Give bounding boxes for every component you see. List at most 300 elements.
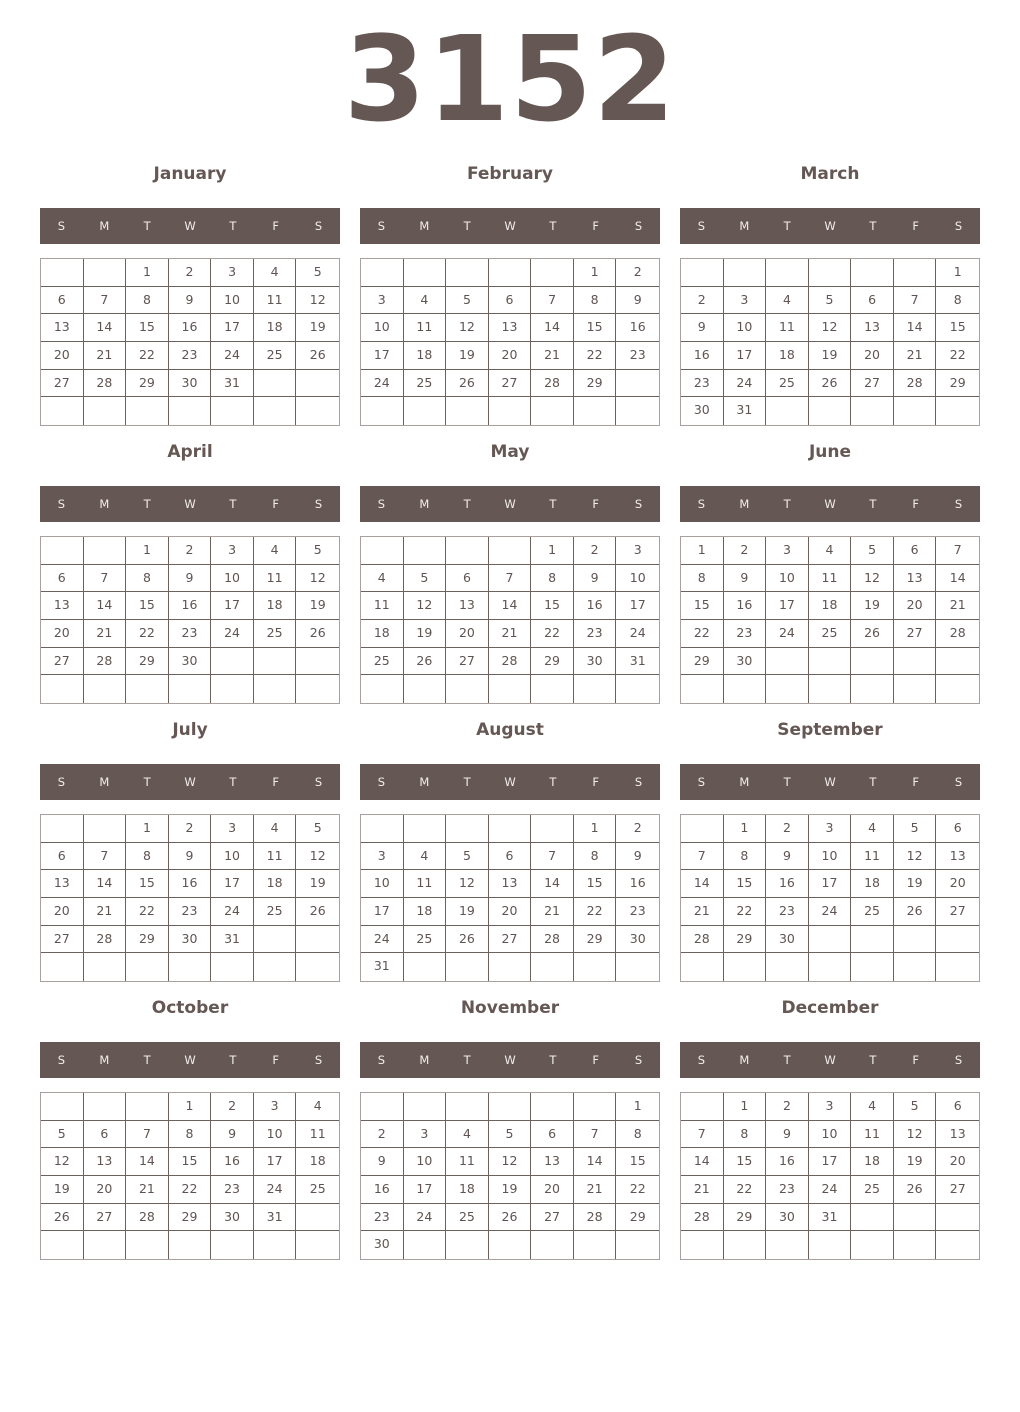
- day-cell: 24: [404, 1204, 447, 1232]
- weekday-label: T: [549, 775, 557, 789]
- day-cell: 29: [724, 926, 767, 954]
- day-cell: 27: [936, 1176, 979, 1204]
- day-cell: 11: [404, 314, 447, 342]
- day-cell: 5: [489, 1121, 532, 1149]
- weekday-label: M: [99, 219, 110, 233]
- day-cell: 30: [169, 648, 212, 676]
- day-cell: 19: [296, 592, 339, 620]
- day-cell: 7: [531, 287, 574, 315]
- day-cell: 23: [681, 370, 724, 398]
- day-cell: [724, 953, 767, 981]
- day-cell: 10: [766, 565, 809, 593]
- day-cell: [809, 1231, 852, 1259]
- day-cell: 16: [169, 314, 212, 342]
- day-cell: [296, 675, 339, 703]
- day-cell: 7: [681, 843, 724, 871]
- day-cell: 22: [169, 1176, 212, 1204]
- day-cell: 16: [766, 870, 809, 898]
- weekday-header: [40, 764, 340, 800]
- day-cell: 11: [254, 565, 297, 593]
- day-cell: 8: [574, 287, 617, 315]
- day-cell: [84, 675, 127, 703]
- day-cell: [169, 675, 212, 703]
- day-cell: [404, 675, 447, 703]
- weekday-header: [40, 208, 340, 244]
- day-cell: 15: [936, 314, 979, 342]
- month-title: August: [476, 720, 544, 740]
- day-cell: [41, 259, 84, 287]
- day-cell: 24: [766, 620, 809, 648]
- day-cell: [766, 675, 809, 703]
- day-cell: [936, 648, 979, 676]
- weekday-label: W: [824, 1053, 836, 1067]
- day-cell: 14: [936, 565, 979, 593]
- day-cell: 23: [724, 620, 767, 648]
- weekday-label: T: [143, 219, 151, 233]
- day-cell: 24: [809, 898, 852, 926]
- day-cell: [574, 953, 617, 981]
- weekday-label: T: [869, 1053, 877, 1067]
- day-cell: 28: [894, 370, 937, 398]
- day-cell: 10: [809, 843, 852, 871]
- weekday-label: T: [783, 1053, 791, 1067]
- day-cell: [41, 1093, 84, 1121]
- weekday-label: W: [824, 219, 836, 233]
- day-cell: 1: [126, 259, 169, 287]
- weekday-label: S: [697, 775, 706, 789]
- day-cell: [894, 397, 937, 425]
- day-cell: 14: [126, 1148, 169, 1176]
- day-cell: [489, 675, 532, 703]
- weekday-label: T: [549, 1053, 557, 1067]
- day-cell: [766, 953, 809, 981]
- weekday-label: T: [463, 775, 471, 789]
- day-cell: 9: [724, 565, 767, 593]
- day-cell: 20: [41, 620, 84, 648]
- day-cell: 21: [574, 1176, 617, 1204]
- day-cell: 27: [41, 648, 84, 676]
- day-cell: [211, 1231, 254, 1259]
- day-cell: [361, 259, 404, 287]
- day-cell: 9: [169, 287, 212, 315]
- day-cell: [446, 953, 489, 981]
- day-cell: 24: [211, 898, 254, 926]
- day-cell: 5: [851, 537, 894, 565]
- weekday-label: M: [99, 1053, 110, 1067]
- day-cell: 14: [681, 870, 724, 898]
- day-cell: 27: [936, 898, 979, 926]
- day-cell: 11: [361, 592, 404, 620]
- day-cell: [404, 1231, 447, 1259]
- day-cell: 19: [446, 898, 489, 926]
- day-cell: [851, 397, 894, 425]
- day-cell: 13: [489, 314, 532, 342]
- day-cell: 20: [936, 1148, 979, 1176]
- day-cell: 2: [681, 287, 724, 315]
- day-cell: 9: [211, 1121, 254, 1149]
- month-title: February: [466, 164, 554, 184]
- day-cell: [724, 1231, 767, 1259]
- weekday-label: F: [592, 775, 600, 789]
- day-cell: 20: [936, 870, 979, 898]
- day-cell: 14: [681, 1148, 724, 1176]
- day-cell: 24: [616, 620, 659, 648]
- day-grid: [360, 536, 660, 704]
- weekday-label: M: [739, 497, 750, 511]
- day-cell: [446, 815, 489, 843]
- day-cell: [894, 1231, 937, 1259]
- day-cell: 22: [724, 898, 767, 926]
- day-cell: 20: [41, 898, 84, 926]
- day-cell: [254, 675, 297, 703]
- day-cell: 2: [616, 259, 659, 287]
- day-cell: 2: [616, 815, 659, 843]
- day-cell: 16: [616, 870, 659, 898]
- day-cell: 3: [766, 537, 809, 565]
- weekday-label: F: [592, 1053, 600, 1067]
- day-cell: [489, 259, 532, 287]
- day-cell: [446, 537, 489, 565]
- day-cell: 20: [894, 592, 937, 620]
- weekday-label: M: [739, 219, 750, 233]
- day-cell: 30: [574, 648, 617, 676]
- day-cell: 16: [361, 1176, 404, 1204]
- day-cell: 18: [404, 898, 447, 926]
- day-cell: [809, 259, 852, 287]
- day-cell: 21: [681, 1176, 724, 1204]
- day-cell: 1: [126, 537, 169, 565]
- day-cell: 17: [211, 314, 254, 342]
- day-cell: 19: [851, 592, 894, 620]
- day-cell: [254, 648, 297, 676]
- day-cell: 8: [724, 1121, 767, 1149]
- day-cell: [766, 259, 809, 287]
- day-cell: [84, 1093, 127, 1121]
- day-cell: 7: [84, 843, 127, 871]
- day-cell: 31: [211, 370, 254, 398]
- day-cell: 22: [616, 1176, 659, 1204]
- day-cell: 27: [894, 620, 937, 648]
- day-cell: 4: [254, 815, 297, 843]
- day-cell: 11: [809, 565, 852, 593]
- day-cell: 28: [84, 370, 127, 398]
- day-cell: [531, 397, 574, 425]
- day-cell: 29: [126, 648, 169, 676]
- day-cell: 6: [84, 1121, 127, 1149]
- day-cell: [936, 397, 979, 425]
- day-cell: [574, 675, 617, 703]
- day-cell: 21: [936, 592, 979, 620]
- day-cell: 13: [531, 1148, 574, 1176]
- day-cell: [169, 397, 212, 425]
- day-cell: 26: [809, 370, 852, 398]
- day-cell: 28: [84, 926, 127, 954]
- day-cell: 10: [404, 1148, 447, 1176]
- day-cell: 18: [296, 1148, 339, 1176]
- day-cell: 30: [169, 370, 212, 398]
- day-cell: 22: [126, 898, 169, 926]
- day-cell: [574, 1231, 617, 1259]
- day-cell: 30: [681, 397, 724, 425]
- day-cell: 2: [211, 1093, 254, 1121]
- day-cell: [894, 259, 937, 287]
- day-cell: 24: [724, 370, 767, 398]
- day-cell: 4: [254, 537, 297, 565]
- day-cell: [489, 953, 532, 981]
- day-cell: 11: [851, 843, 894, 871]
- day-cell: [766, 397, 809, 425]
- day-cell: [574, 397, 617, 425]
- day-cell: 25: [254, 898, 297, 926]
- day-cell: 5: [446, 843, 489, 871]
- day-cell: [616, 675, 659, 703]
- day-cell: 21: [84, 342, 127, 370]
- day-grid: [680, 1092, 980, 1260]
- weekday-label: M: [419, 497, 430, 511]
- weekday-label: S: [314, 1053, 323, 1067]
- day-cell: 25: [809, 620, 852, 648]
- day-cell: [211, 953, 254, 981]
- day-cell: 1: [681, 537, 724, 565]
- day-cell: 27: [41, 370, 84, 398]
- day-cell: 24: [211, 620, 254, 648]
- day-cell: [851, 1204, 894, 1232]
- weekday-header: [360, 1042, 660, 1078]
- day-cell: 21: [531, 342, 574, 370]
- day-cell: [169, 1231, 212, 1259]
- day-cell: 18: [851, 1148, 894, 1176]
- day-cell: 7: [894, 287, 937, 315]
- weekday-label: S: [634, 1053, 643, 1067]
- day-cell: 16: [724, 592, 767, 620]
- day-cell: 21: [84, 620, 127, 648]
- day-cell: [724, 675, 767, 703]
- day-cell: 9: [169, 843, 212, 871]
- day-cell: 11: [404, 870, 447, 898]
- weekday-label: M: [99, 497, 110, 511]
- day-cell: [681, 675, 724, 703]
- day-cell: 2: [574, 537, 617, 565]
- day-cell: [531, 953, 574, 981]
- day-cell: 7: [531, 843, 574, 871]
- day-cell: 28: [531, 370, 574, 398]
- day-cell: 17: [211, 870, 254, 898]
- day-cell: 26: [489, 1204, 532, 1232]
- weekday-label: F: [912, 775, 920, 789]
- day-cell: 19: [404, 620, 447, 648]
- day-cell: [851, 953, 894, 981]
- day-cell: [41, 397, 84, 425]
- day-grid: [40, 814, 340, 982]
- day-cell: 17: [616, 592, 659, 620]
- day-cell: [489, 397, 532, 425]
- day-cell: 24: [211, 342, 254, 370]
- day-cell: 27: [489, 926, 532, 954]
- day-cell: 26: [894, 898, 937, 926]
- day-cell: [681, 1093, 724, 1121]
- day-cell: 28: [489, 648, 532, 676]
- day-cell: 13: [41, 870, 84, 898]
- day-cell: 27: [489, 370, 532, 398]
- day-cell: 14: [894, 314, 937, 342]
- weekday-label: T: [869, 219, 877, 233]
- day-cell: 13: [41, 592, 84, 620]
- day-cell: 13: [851, 314, 894, 342]
- day-cell: 4: [404, 287, 447, 315]
- day-cell: 15: [681, 592, 724, 620]
- day-cell: 18: [851, 870, 894, 898]
- day-cell: 9: [169, 565, 212, 593]
- weekday-label: W: [504, 219, 516, 233]
- day-cell: [574, 1093, 617, 1121]
- day-cell: 29: [126, 370, 169, 398]
- day-cell: 29: [574, 370, 617, 398]
- day-cell: 16: [766, 1148, 809, 1176]
- day-cell: 7: [489, 565, 532, 593]
- day-cell: [296, 1204, 339, 1232]
- day-cell: 15: [724, 1148, 767, 1176]
- day-cell: 17: [254, 1148, 297, 1176]
- day-cell: 30: [169, 926, 212, 954]
- day-cell: 26: [851, 620, 894, 648]
- day-cell: 28: [936, 620, 979, 648]
- month-title: June: [808, 442, 852, 462]
- day-cell: 15: [126, 870, 169, 898]
- day-grid: [680, 814, 980, 982]
- day-cell: 12: [296, 565, 339, 593]
- month-title: November: [460, 998, 560, 1018]
- day-cell: [766, 1231, 809, 1259]
- day-cell: 17: [724, 342, 767, 370]
- weekday-label: S: [697, 1053, 706, 1067]
- weekday-label: T: [229, 775, 237, 789]
- day-cell: 15: [724, 870, 767, 898]
- month-title: January: [153, 164, 227, 184]
- day-cell: [254, 953, 297, 981]
- day-cell: [126, 953, 169, 981]
- weekday-label: T: [463, 1053, 471, 1067]
- day-cell: 19: [894, 1148, 937, 1176]
- day-cell: [361, 815, 404, 843]
- day-cell: [361, 537, 404, 565]
- day-cell: [254, 397, 297, 425]
- day-cell: 25: [851, 898, 894, 926]
- day-cell: 4: [361, 565, 404, 593]
- day-cell: 22: [531, 620, 574, 648]
- day-cell: 24: [254, 1176, 297, 1204]
- day-cell: 1: [724, 815, 767, 843]
- day-cell: 3: [254, 1093, 297, 1121]
- day-cell: 24: [809, 1176, 852, 1204]
- weekday-label: T: [783, 775, 791, 789]
- day-cell: 23: [169, 898, 212, 926]
- weekday-label: T: [869, 497, 877, 511]
- day-cell: 1: [574, 259, 617, 287]
- day-cell: 12: [41, 1148, 84, 1176]
- day-cell: [936, 926, 979, 954]
- day-cell: 5: [809, 287, 852, 315]
- day-cell: 30: [766, 926, 809, 954]
- day-cell: [809, 926, 852, 954]
- weekday-label: S: [377, 775, 386, 789]
- day-cell: 31: [254, 1204, 297, 1232]
- day-cell: 12: [809, 314, 852, 342]
- day-cell: [851, 675, 894, 703]
- day-cell: 13: [41, 314, 84, 342]
- day-cell: 19: [894, 870, 937, 898]
- day-cell: [936, 1231, 979, 1259]
- day-cell: 10: [361, 314, 404, 342]
- day-cell: 14: [531, 314, 574, 342]
- day-cell: 30: [724, 648, 767, 676]
- day-cell: 30: [361, 1231, 404, 1259]
- day-cell: 9: [361, 1148, 404, 1176]
- day-cell: 18: [766, 342, 809, 370]
- day-cell: [254, 370, 297, 398]
- day-cell: 14: [84, 314, 127, 342]
- day-cell: 28: [531, 926, 574, 954]
- weekday-label: W: [824, 497, 836, 511]
- day-cell: [681, 815, 724, 843]
- day-cell: 4: [446, 1121, 489, 1149]
- day-cell: [616, 397, 659, 425]
- day-cell: 4: [809, 537, 852, 565]
- day-cell: [211, 675, 254, 703]
- day-cell: 6: [936, 815, 979, 843]
- day-cell: [809, 397, 852, 425]
- day-cell: 23: [766, 1176, 809, 1204]
- day-cell: 8: [126, 287, 169, 315]
- day-cell: 30: [211, 1204, 254, 1232]
- weekday-label: T: [229, 1053, 237, 1067]
- day-cell: 3: [404, 1121, 447, 1149]
- day-cell: [296, 648, 339, 676]
- day-cell: [851, 648, 894, 676]
- day-cell: 19: [809, 342, 852, 370]
- day-cell: 12: [446, 314, 489, 342]
- day-cell: [254, 926, 297, 954]
- weekday-label: F: [592, 219, 600, 233]
- day-cell: 3: [211, 815, 254, 843]
- day-cell: 13: [894, 565, 937, 593]
- day-cell: [489, 1093, 532, 1121]
- day-cell: 25: [361, 648, 404, 676]
- day-cell: 3: [809, 1093, 852, 1121]
- day-cell: [361, 1093, 404, 1121]
- day-cell: 6: [41, 287, 84, 315]
- day-cell: 29: [681, 648, 724, 676]
- day-cell: 15: [169, 1148, 212, 1176]
- day-cell: 19: [296, 870, 339, 898]
- weekday-label: S: [57, 219, 66, 233]
- day-grid: [40, 1092, 340, 1260]
- day-cell: 21: [531, 898, 574, 926]
- day-cell: [84, 815, 127, 843]
- day-cell: [531, 815, 574, 843]
- day-cell: [211, 648, 254, 676]
- day-cell: 10: [211, 565, 254, 593]
- day-cell: 8: [724, 843, 767, 871]
- day-cell: [616, 953, 659, 981]
- day-cell: 2: [724, 537, 767, 565]
- day-cell: 28: [84, 648, 127, 676]
- day-cell: [404, 953, 447, 981]
- day-cell: 17: [404, 1176, 447, 1204]
- day-cell: 13: [936, 843, 979, 871]
- weekday-header: [360, 208, 660, 244]
- day-cell: 4: [766, 287, 809, 315]
- weekday-header: [360, 486, 660, 522]
